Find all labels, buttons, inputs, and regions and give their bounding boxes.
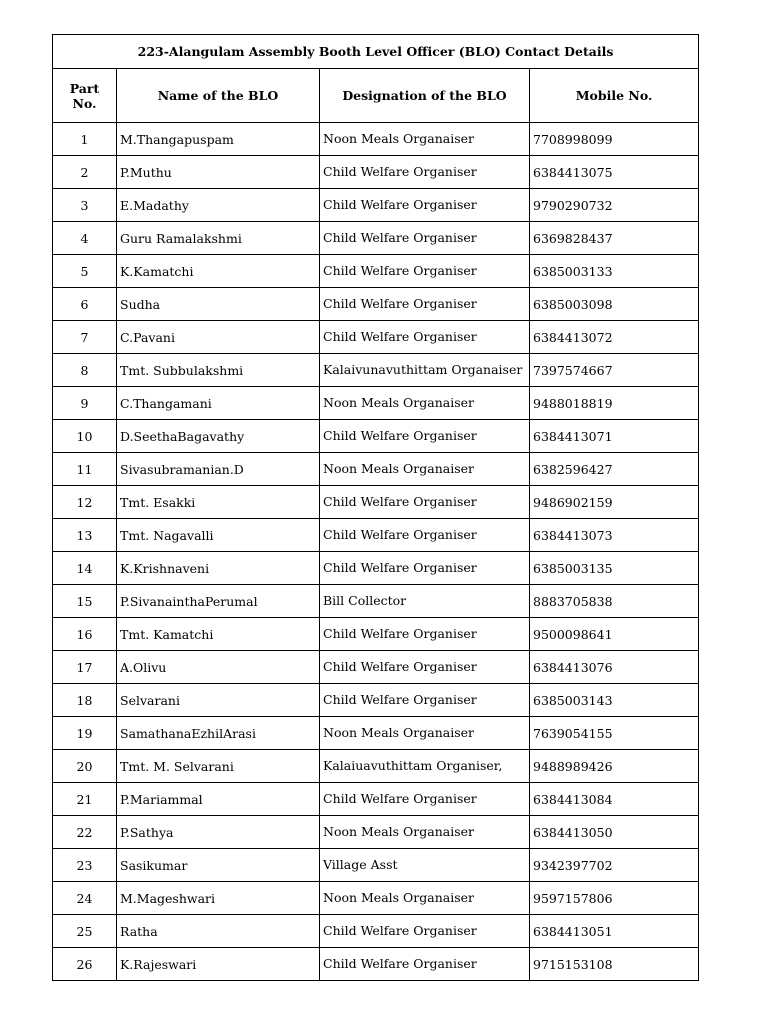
table-title: 223-Alangulam Assembly Booth Level Officer (BLO) Contact Details: [53, 35, 699, 69]
table-row: [53, 255, 699, 288]
cell-name: Ratha: [117, 915, 320, 948]
table-row: [53, 321, 699, 354]
table-body: [53, 123, 699, 981]
cell-mobile: 6384413071: [530, 420, 699, 453]
cell-designation: Child Welfare Organiser: [320, 651, 530, 684]
cell-designation: Child Welfare Organiser: [320, 783, 530, 816]
table-row: [53, 783, 699, 816]
cell-mobile: 6384413076: [530, 651, 699, 684]
cell-mobile: 6369828437: [530, 222, 699, 255]
cell-name: D.SeethaBagavathy: [117, 420, 320, 453]
table-row: [53, 519, 699, 552]
table-row: [53, 816, 699, 849]
cell-part-no: 4: [53, 222, 117, 255]
cell-name: C.Thangamani: [117, 387, 320, 420]
table-row: [53, 717, 699, 750]
cell-designation: Child Welfare Organiser: [320, 486, 530, 519]
table-row: [53, 222, 699, 255]
cell-name: A.Olivu: [117, 651, 320, 684]
table-row: [53, 354, 699, 387]
cell-mobile: 7397574667: [530, 354, 699, 387]
cell-name: M.Thangapuspam: [117, 123, 320, 156]
cell-designation: Child Welfare Organiser: [320, 552, 530, 585]
cell-mobile: 9342397702: [530, 849, 699, 882]
cell-mobile: 6384413072: [530, 321, 699, 354]
cell-name: SamathanaEzhilArasi: [117, 717, 320, 750]
cell-name: E.Madathy: [117, 189, 320, 222]
cell-name: P.Muthu: [117, 156, 320, 189]
cell-designation: Child Welfare Organiser: [320, 618, 530, 651]
cell-part-no: 6: [53, 288, 117, 321]
table-row: [53, 651, 699, 684]
cell-name: Sasikumar: [117, 849, 320, 882]
cell-part-no: 7: [53, 321, 117, 354]
cell-mobile: 9790290732: [530, 189, 699, 222]
blo-contact-table: [52, 34, 699, 981]
cell-mobile: 8883705838: [530, 585, 699, 618]
cell-part-no: 9: [53, 387, 117, 420]
cell-mobile: 7639054155: [530, 717, 699, 750]
cell-part-no: 23: [53, 849, 117, 882]
cell-part-no: 13: [53, 519, 117, 552]
table-title-row: [53, 35, 699, 69]
cell-part-no: 1: [53, 123, 117, 156]
table-row: [53, 915, 699, 948]
cell-name: K.Rajeswari: [117, 948, 320, 981]
cell-designation: Noon Meals Organaiser: [320, 717, 530, 750]
cell-mobile: 6385003098: [530, 288, 699, 321]
cell-designation: Noon Meals Organaiser: [320, 882, 530, 915]
cell-part-no: 3: [53, 189, 117, 222]
cell-part-no: 21: [53, 783, 117, 816]
cell-part-no: 20: [53, 750, 117, 783]
cell-name: Tmt. M. Selvarani: [117, 750, 320, 783]
table-row: [53, 387, 699, 420]
cell-mobile: 9500098641: [530, 618, 699, 651]
cell-designation: Noon Meals Organaiser: [320, 387, 530, 420]
table-header-row: [53, 69, 699, 123]
table-row: [53, 486, 699, 519]
cell-mobile: 9715153108: [530, 948, 699, 981]
cell-designation: Child Welfare Organiser: [320, 288, 530, 321]
table-row: [53, 123, 699, 156]
cell-part-no: 18: [53, 684, 117, 717]
cell-name: C.Pavani: [117, 321, 320, 354]
table-row: [53, 156, 699, 189]
table-row: [53, 420, 699, 453]
cell-designation: Noon Meals Organaiser: [320, 816, 530, 849]
cell-designation: Child Welfare Organiser: [320, 948, 530, 981]
table-row: [53, 585, 699, 618]
cell-name: Tmt. Kamatchi: [117, 618, 320, 651]
header-name: Name of the BLO: [117, 69, 320, 123]
table-row: [53, 948, 699, 981]
cell-part-no: 19: [53, 717, 117, 750]
table-row: [53, 618, 699, 651]
cell-designation: Bill Collector: [320, 585, 530, 618]
cell-name: Guru Ramalakshmi: [117, 222, 320, 255]
cell-mobile: 9597157806: [530, 882, 699, 915]
cell-mobile: 7708998099: [530, 123, 699, 156]
cell-part-no: 10: [53, 420, 117, 453]
cell-mobile: 6384413051: [530, 915, 699, 948]
cell-designation: Child Welfare Organiser: [320, 255, 530, 288]
cell-name: K.Krishnaveni: [117, 552, 320, 585]
table-row: [53, 882, 699, 915]
cell-name: M.Mageshwari: [117, 882, 320, 915]
cell-designation: Noon Meals Organaiser: [320, 123, 530, 156]
cell-mobile: 6384413084: [530, 783, 699, 816]
cell-name: P.Mariammal: [117, 783, 320, 816]
table-row: [53, 750, 699, 783]
cell-designation: Child Welfare Organiser: [320, 189, 530, 222]
cell-part-no: 22: [53, 816, 117, 849]
cell-name: Selvarani: [117, 684, 320, 717]
cell-mobile: 6384413073: [530, 519, 699, 552]
cell-part-no: 26: [53, 948, 117, 981]
cell-name: Tmt. Nagavalli: [117, 519, 320, 552]
cell-mobile: 6385003135: [530, 552, 699, 585]
cell-mobile: 6385003143: [530, 684, 699, 717]
table-row: [53, 288, 699, 321]
cell-mobile: 6384413050: [530, 816, 699, 849]
table-row: [53, 453, 699, 486]
cell-part-no: 15: [53, 585, 117, 618]
cell-mobile: 6382596427: [530, 453, 699, 486]
table-row: [53, 189, 699, 222]
cell-part-no: 16: [53, 618, 117, 651]
header-mobile: Mobile No.: [530, 69, 699, 123]
cell-designation: Kalaivunavuthittam Organaiser: [320, 354, 530, 387]
cell-designation: Child Welfare Organiser: [320, 156, 530, 189]
header-designation: Designation of the BLO: [320, 69, 530, 123]
cell-part-no: 11: [53, 453, 117, 486]
cell-part-no: 5: [53, 255, 117, 288]
cell-name: P.Sathya: [117, 816, 320, 849]
cell-designation: Child Welfare Organiser: [320, 684, 530, 717]
cell-mobile: 9486902159: [530, 486, 699, 519]
cell-mobile: 6384413075: [530, 156, 699, 189]
cell-part-no: 2: [53, 156, 117, 189]
cell-name: P.SivanainthaPerumal: [117, 585, 320, 618]
header-part-no: Part No.: [53, 69, 117, 123]
table-row: [53, 552, 699, 585]
cell-part-no: 14: [53, 552, 117, 585]
cell-designation: Village Asst: [320, 849, 530, 882]
table-row: [53, 849, 699, 882]
cell-part-no: 24: [53, 882, 117, 915]
cell-name: Sivasubramanian.D: [117, 453, 320, 486]
cell-part-no: 12: [53, 486, 117, 519]
cell-designation: Child Welfare Organiser: [320, 321, 530, 354]
cell-designation: Child Welfare Organiser: [320, 420, 530, 453]
cell-part-no: 25: [53, 915, 117, 948]
cell-designation: Noon Meals Organaiser: [320, 453, 530, 486]
cell-name: Tmt. Subbulakshmi: [117, 354, 320, 387]
cell-name: K.Kamatchi: [117, 255, 320, 288]
cell-mobile: 6385003133: [530, 255, 699, 288]
cell-name: Tmt. Esakki: [117, 486, 320, 519]
cell-mobile: 9488989426: [530, 750, 699, 783]
cell-designation: Kalaiuavuthittam Organiser,: [320, 750, 530, 783]
table-row: [53, 684, 699, 717]
cell-designation: Child Welfare Organiser: [320, 222, 530, 255]
cell-part-no: 8: [53, 354, 117, 387]
cell-part-no: 17: [53, 651, 117, 684]
cell-designation: Child Welfare Organiser: [320, 915, 530, 948]
cell-name: Sudha: [117, 288, 320, 321]
cell-mobile: 9488018819: [530, 387, 699, 420]
cell-designation: Child Welfare Organiser: [320, 519, 530, 552]
